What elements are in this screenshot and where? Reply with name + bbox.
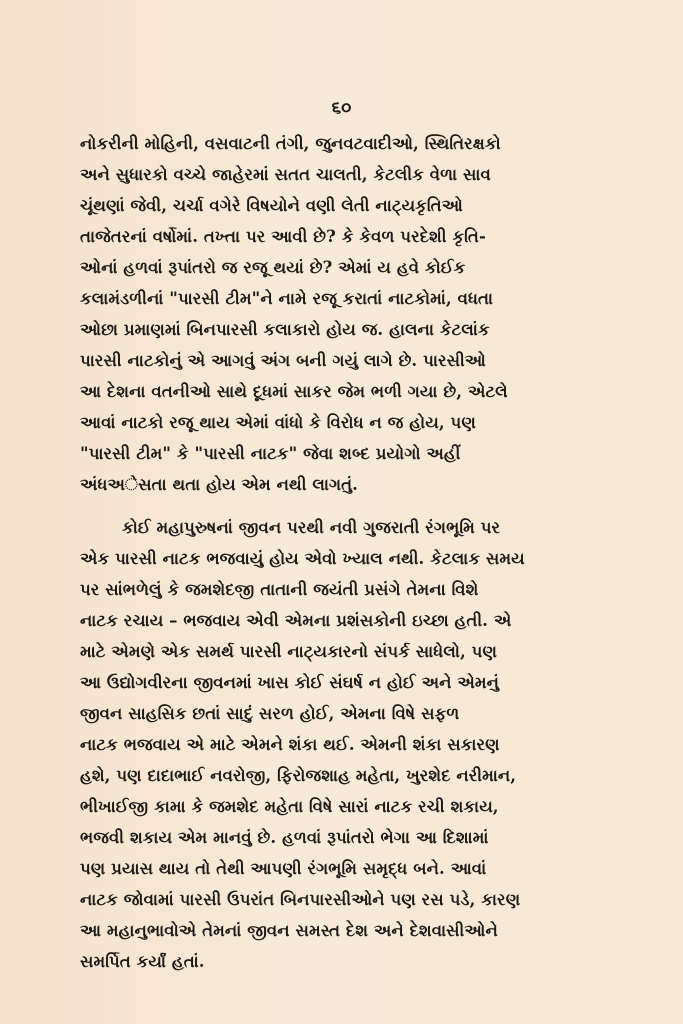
- text-line: હશે, પણ દાદાભાઈ નવરોજી, ફિરોજશાહ મહેતા, ખુરશેદ નરીમાન,: [80, 766, 517, 785]
- text-line: આ મહાનુભાવોએ તેમનાં જીવન સમસ્ત દેશ અને દેશવાસીઓને: [80, 921, 498, 940]
- text-line: એક પારસી નાટક ભજવાયું હોય એવો ખ્યાલ નથી. કેટલાક સમય: [80, 549, 525, 568]
- text-line: આ દેશના વતનીઓ સાથે દૂધમાં સાકર જેમ ભળી ગયા છે, એટલે: [80, 382, 508, 401]
- text-line: નોકરીની મોહિની, વસવાટની તંગી, જુનવટવાદીઓ, સ્થિતિરક્ષકો: [80, 134, 501, 153]
- text-line: નાટક ભજવાય એ માટે એમને શંકા થઈ. એમની શંકા સકારણ: [80, 735, 500, 754]
- text-line: અંધઅેસતા થતા હોય એમ નથી લાગતું.: [80, 475, 359, 494]
- text-line: માટે એમણે એક સમર્થ પારસી નાટ્યકારનો સંપર્ક સાધેલો, પણ: [80, 642, 497, 661]
- text-line: સમર્પિત કર્યાં હતાં.: [80, 952, 205, 971]
- text-line: પણ પ્રયાસ થાય તો તેથી આપણી રંગભૂમિ સમૃદ્ધ બને. આવાં: [80, 859, 487, 878]
- text-line: પર સાંભળેલું કે જમશેદજી તાતાની જયંતી પ્રસંગે તેમના વિશે: [80, 580, 479, 599]
- text-line: નાટક રચાય – ભજવાય એવી એમના પ્રશંસકોની ઇચ્છા હતી. એ: [80, 611, 512, 630]
- text-line: કલામંડળીનાં "પારસી ટીમ"ને નામે રજૂ કરાતાં નાટકોમાં, વધતા: [80, 289, 494, 308]
- text-line: ઓછા પ્રમાણમાં બિનપારસી કલાકારો હોય જ. હાલના કેટલાંક: [80, 320, 490, 339]
- body-text: [80, 128, 630, 977]
- paragraph-1: [80, 128, 630, 500]
- text-line: ભીખાઈજી કામા કે જમશેદ મહેતા વિષે સારાં નાટક રચી શકાય,: [80, 797, 499, 816]
- page-number: ૬૦: [331, 98, 352, 118]
- text-line: તાજેતરનાં વર્ષોમાં. તખ્તા પર આવી છે? કે કેવળ પરદેશી કૃતિ-: [80, 227, 486, 246]
- text-line: અને સુધારકો વચ્ચે જાહેરમાં સતત ચાલતી, કેટલીક વેળા સાવ: [80, 165, 491, 184]
- text-line: પારસી નાટકોનું એ આગવું અંગ બની ગયું લાગે છે. પારસીઓ: [80, 351, 486, 370]
- paragraph-2: [80, 512, 630, 977]
- text-line: જીવન સાહસિક છતાં સાદું સરળ હોઈ, એમના વિષે સફળ: [80, 704, 460, 723]
- text-line: આ ઉદ્યોગવીરના જીવનમાં ખાસ કોઈ સંઘર્ષ ન હોઈ અને એમનું: [80, 673, 500, 692]
- text-line: કોઈ મહાપુરુષનાં જીવન પરથી નવી ગુજરાતી રંગભૂમિ પર: [122, 518, 501, 537]
- text-line: આવાં નાટકો રજૂ થાય એમાં વાંધો કે વિરોધ ન જ હોય, પણ: [80, 413, 476, 432]
- text-line: ઓનાં હળવાં રૂપાંતરો જ રજૂ થયાં છે? એમાં ય હવે કોઈક: [80, 258, 466, 277]
- text-line: "પારસી ટીમ" કે "પારસી નાટક" જેવા શબ્દ પ્રયોગો અહીં: [80, 444, 461, 463]
- text-line: ચૂંથણાં જેવી, ચર્ચા વગેરે વિષયોને વણી લેતી નાટ્યકૃતિઓ: [80, 196, 463, 215]
- text-line: ભજવી શકાય એમ માનવું છે. હળવાં રૂપાંતરો ભેગા આ દિશામાં: [80, 828, 489, 847]
- text-line: નાટક જોવામાં પારસી ઉપરાંત બિનપારસીઓને પણ રસ પડે, કારણ: [80, 890, 521, 909]
